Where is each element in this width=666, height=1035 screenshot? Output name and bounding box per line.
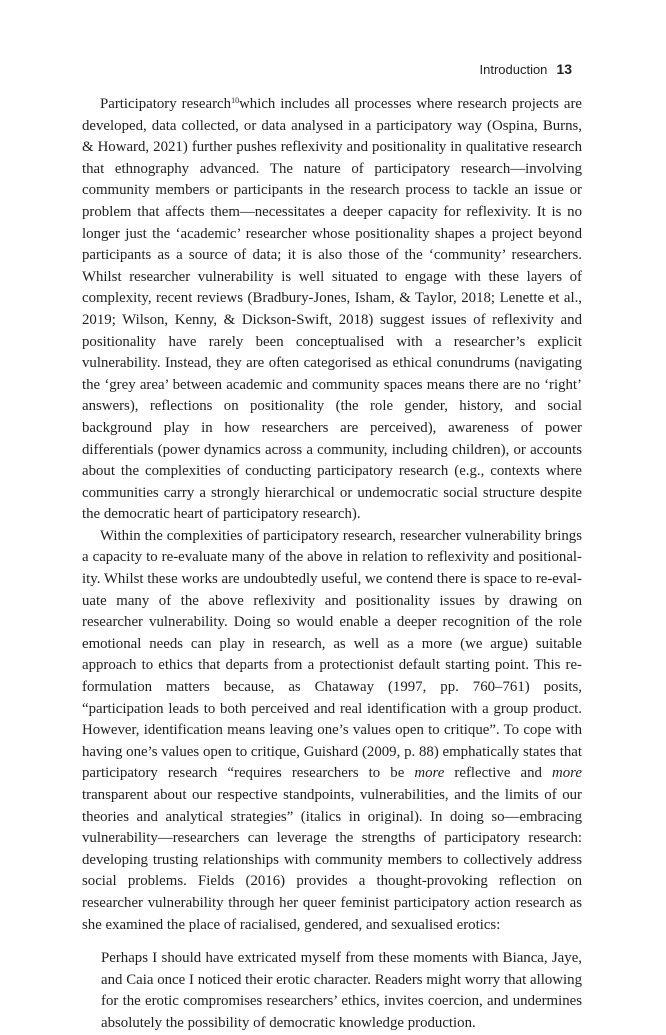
paragraph-text: Within the complexities of participatory research, researcher vulnerability brings a capacity to re-evaluate many of the above in relation to reflexivity and positionality. Whilst these works are undoubtedly useful, we contend there is space to re-evaluate many of the above reflexivity and positionality issues by drawing on researcher vulnerability. Doing so would enable a deeper recognition of the role emotional needs can play in research, as well as a more (we argue) suitable approach to ethics that departs from a protectionist default starting point. This re-formulation matters because, as Chataway (1997, pp. 760–761) posits, “participation leads to both perceived and real identification with a group product. However, identification means leaving one’s values open to critique”. To cope with having one’s values open to critique, Guishard (2009, p. 88) emphatically states that participatory research “requires researchers to be: [82, 527, 582, 782]
footnote-marker: 10: [231, 96, 240, 105]
italic-emphasis: more: [552, 765, 582, 782]
page-number: 13: [556, 61, 572, 77]
paragraph-text: Participatory research: [100, 96, 232, 112]
paragraph-participatory-research: [82, 94, 582, 526]
block-quote: Perhaps I should have extricated myself from these moments with Bianca, Jaye, and Caia once I noticed their erotic character. Readers might worry that allowing for the erotic compromises researchers’ ethics, invites coercion, and undermines absolutely the possibility of democratic knowledge production.: [101, 950, 582, 1031]
running-head: [479, 61, 572, 77]
paragraph-text: which includes all processes where research projects are developed, data collected, or data analysed in a participatory way (Ospina, Burns, & Howard, 2021) further pushes reflexivity and positionality in qualitative research that ethnography advanced. The nature of participatory research—involving community members or participants in the research process to tackle an issue or problem that affects them—necessitates a deeper capacity for reflexivity. It is no longer just the ‘academic’ researcher whose positionality shapes a project beyond participants as a source of data; it is also those of the ‘community’ researchers. Whilst researcher vulnerability is well situated to engage with these layers of complexity, recent reviews (Bradbury-Jones, Isham, & Taylor, 2018; Lenette et al., 2019; Wilson, Kenny, & Dickson-Swift, 2018) suggest issues of reflexivity and positionality have rarely been conceptualised with a researcher’s explicit vulnerability. Instead, they are often categorised as ethical conundrums (navigating the ‘grey area’ between academic and community spaces means there are no ‘right’ answers), reflections on positionality (the role gender, history, and social background play in how researchers are perceived), awareness of power differentials (power dynamics across a community, including children), or accounts about the complexities of conducting participatory research (e.g., contexts where communities carry a strongly hierarchical or undemocratic social structure despite the democratic heart of participatory research).: [82, 96, 582, 523]
italic-emphasis: more: [414, 765, 445, 782]
paragraph-complexities: [82, 526, 582, 936]
chapter-title: Introduction: [479, 62, 548, 77]
paragraph-text: transparent about our respective standpoints, vulnerabilities, and the limits of our theories and analytical strategies” (italics in original). In doing so—embracing vulnerability—researchers can leverage the strengths of participatory research: developing trusting relationships with community members to collectively address social problems. Fields (2016) provides a thought-provoking reflection on researcher vulnerability through her queer feminist participatory action research as she examined the place of racialised, gendered, and sexualised erotics:: [82, 787, 582, 933]
body-text: [82, 94, 582, 1035]
paragraph-text: reflective and: [444, 765, 553, 782]
